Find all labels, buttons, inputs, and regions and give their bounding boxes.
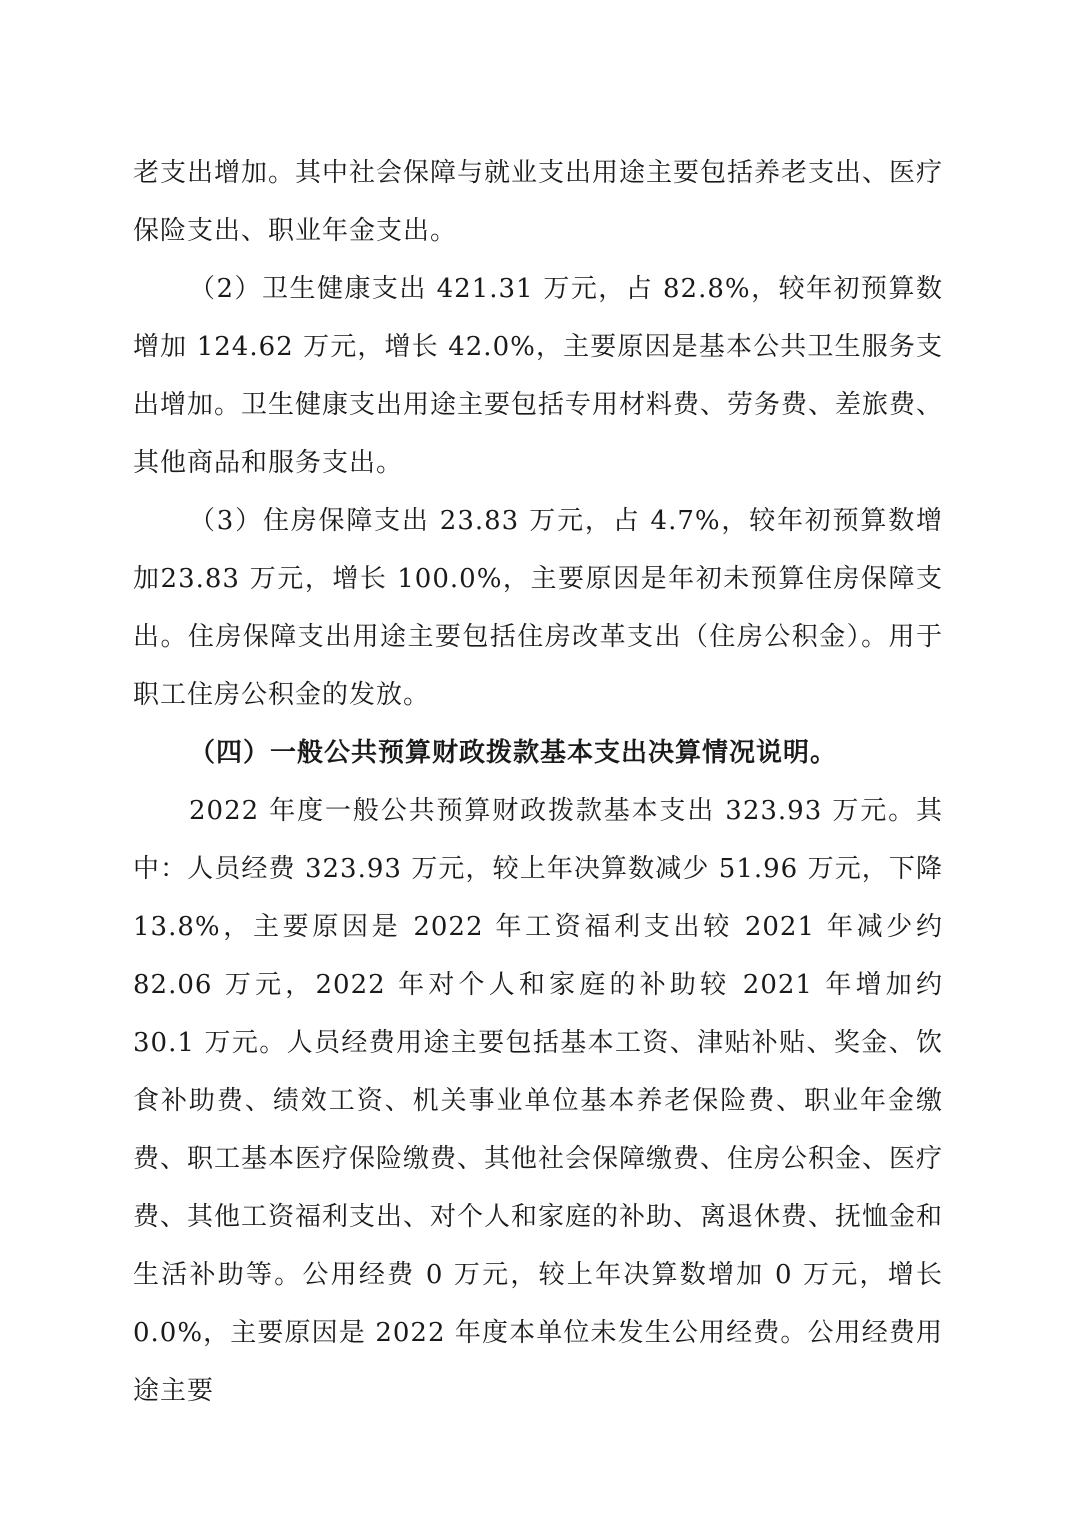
section-heading: （四）一般公共预算财政拨款基本支出决算情况说明。 [189, 738, 838, 768]
paragraph-basic-expenditure: 2022 年度一般公共预算财政拨款基本支出 323.93 万元。其中：人员经费 323.93 万元，较上年决算数减少 51.96 万元，下降 13.8%，主要原因是 2022 年工资福利支出较 2021 年减少约 82.06 万元，2022 年对个人和家庭的补助较 2021 年增加约 30.1 万元。人员经费用途主要包括基本工资、津贴补贴、奖金、饮食补助费、绩效工资、机关事业单位基本养老保险费、职业年金缴费、职工基本医疗保险缴费、其他社会保障缴费、住房公积金、医疗费、其他工资福利支出、对个人和家庭的补助、离退休费、抚恤金和生活补助等。公用经费 0 万元，较上年决算数增加 0 万元，增长 0.0%，主要原因是 2022 年度本单位未发生公用经费。公用经费用途主要 [133, 796, 944, 1406]
paragraph-health-expenditure: （2）卫生健康支出 421.31 万元，占 82.8%，较年初预算数增加 124.62 万元，增长 42.0%，主要原因是基本公共卫生服务支出增加。卫生健康支出用途主要包括专用材料费、劳务费、差旅费、其他商品和服务支出。 [133, 274, 944, 478]
paragraph-pension-continued: 老支出增加。其中社会保障与就业支出用途主要包括养老支出、医疗保险支出、职业年金支出。 [133, 158, 944, 246]
paragraph-housing-expenditure: （3）住房保障支出 23.83 万元，占 4.7%，较年初预算数增加23.83 万元，增长 100.0%，主要原因是年初未预算住房保障支出。住房保障支出用途主要包括住房改革支出（住房公积金）。用于职工住房公积金的发放。 [133, 506, 943, 710]
document-page [133, 144, 943, 1420]
